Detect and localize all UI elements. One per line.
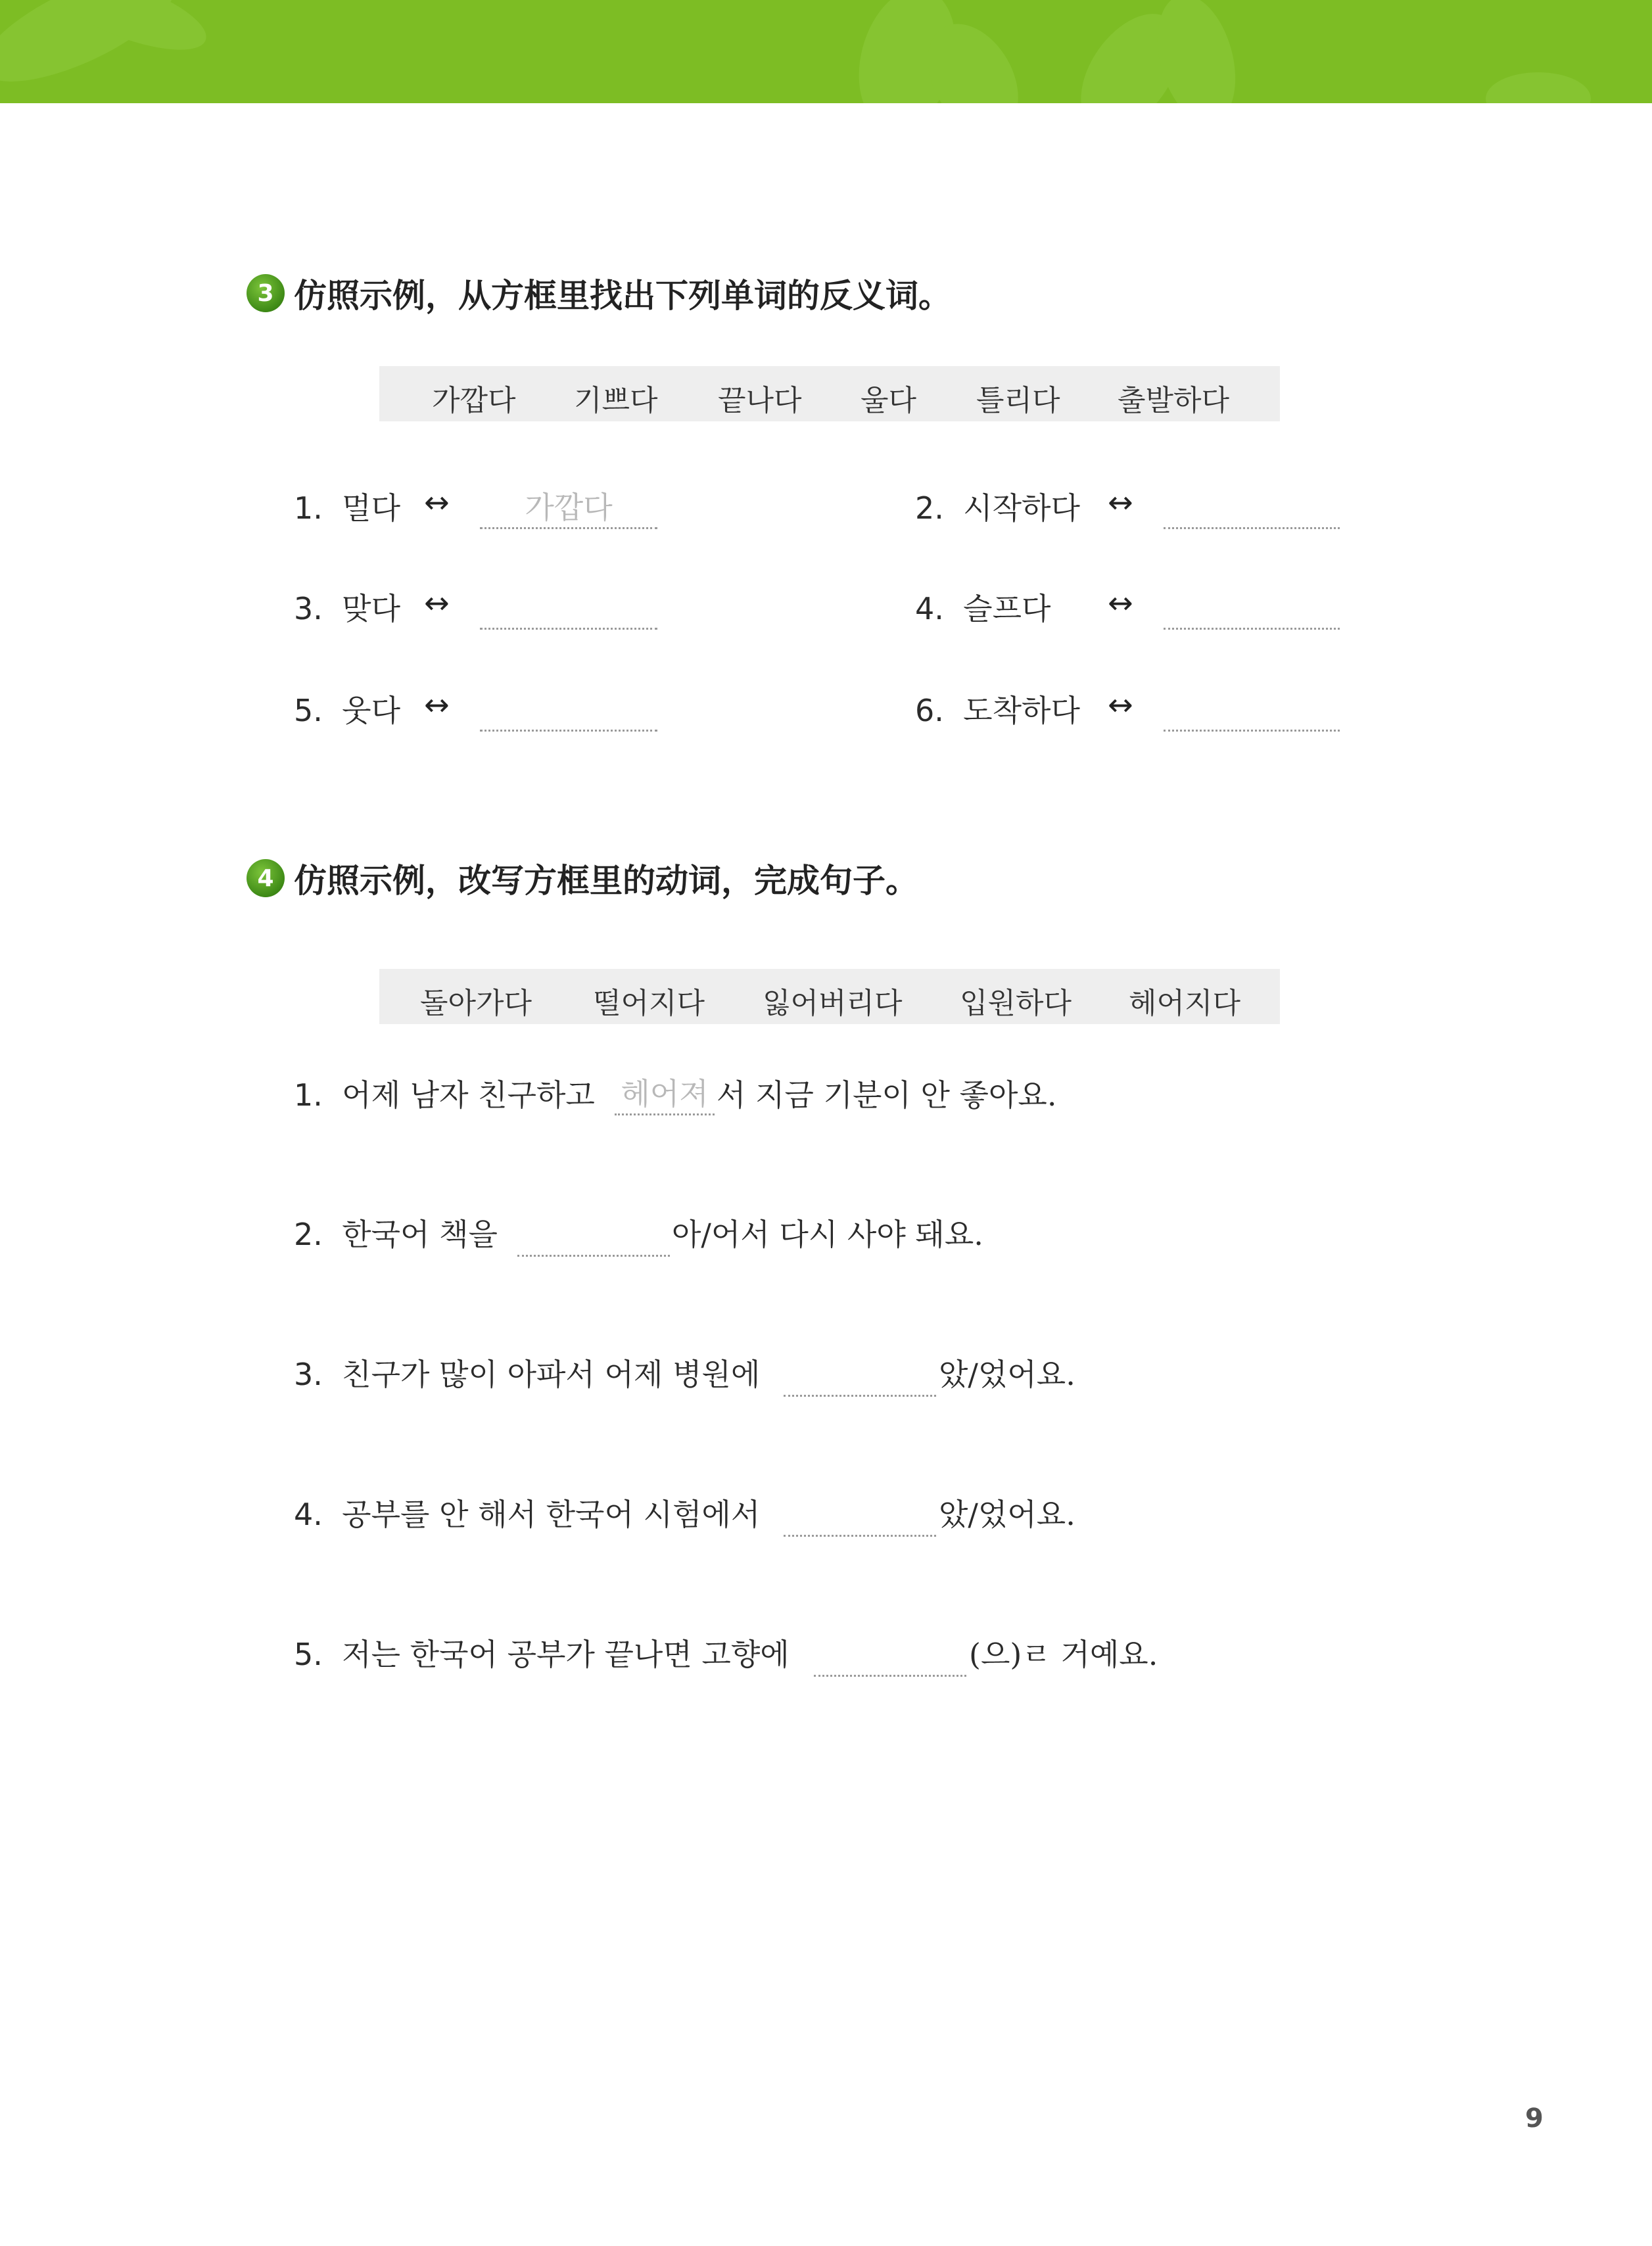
sentence-5-after: (으)ㄹ 거예요. (969, 1637, 1158, 1672)
box-word: 틀리다 (976, 384, 1060, 417)
section-4-instruction: 仿照示例，改写方框里的动词，完成句子。 (294, 862, 918, 900)
answer-blank-3[interactable] (480, 587, 657, 630)
item-word: 멀다 (342, 490, 401, 526)
item-number: 4. (294, 1497, 323, 1532)
sentence-text: 공부를 안 해서 한국어 시험에서 (342, 1497, 761, 1532)
item-word: 도착하다 (963, 693, 1080, 728)
sentence-3-after: 았/었어요. (939, 1357, 1075, 1392)
leaf-pattern-decoration (0, 0, 1652, 103)
answer-blank-2[interactable] (1164, 486, 1340, 529)
item-number: 3. (294, 1357, 323, 1392)
item-word: 슬프다 (963, 591, 1051, 626)
box-word: 떨어지다 (593, 987, 705, 1020)
item-word: 웃다 (342, 693, 401, 728)
antonym-item-5 (294, 687, 400, 730)
antonym-item-4 (915, 585, 1050, 628)
answer-blank-6[interactable] (1164, 689, 1340, 732)
sentence-blank-4[interactable] (784, 1494, 936, 1537)
item-word: 맞다 (342, 591, 401, 626)
sentence-3-before (294, 1351, 760, 1394)
box-word: 기쁘다 (574, 384, 658, 417)
item-number: 6. (915, 693, 944, 728)
box-word: 입원하다 (960, 987, 1072, 1020)
arrow-icon: ↔ (1108, 484, 1133, 520)
antonym-item-3 (294, 585, 400, 628)
section-4-heading (247, 854, 918, 902)
section-3-instruction: 仿照示例，从方框里找出下列单词的反义词。 (294, 277, 951, 315)
answer-blank-5[interactable] (480, 689, 657, 732)
section-4-badge: 4 (247, 859, 285, 897)
section-3-heading (247, 269, 951, 317)
page-number: 9 (1525, 2103, 1544, 2134)
box-word: 울다 (861, 384, 917, 417)
item-word: 시작하다 (963, 490, 1080, 526)
sentence-blank-1[interactable]: 헤어져 (615, 1073, 715, 1115)
antonym-item-2 (915, 484, 1080, 528)
sentence-1-before (294, 1071, 595, 1115)
section-3-badge: 3 (247, 274, 285, 312)
arrow-icon: ↔ (424, 687, 450, 722)
sentence-blank-2[interactable] (517, 1214, 670, 1257)
answer-blank-4[interactable] (1164, 587, 1340, 630)
sentence-4-after: 았/었어요. (939, 1497, 1075, 1532)
box-word: 끝나다 (718, 384, 802, 417)
section-4-word-box (379, 969, 1280, 1024)
sentence-text: 어제 남자 친구하고 (342, 1077, 595, 1113)
page-body (0, 103, 1652, 2246)
item-number: 5. (294, 693, 323, 728)
sentence-text: 저는 한국어 공부가 끝나면 고향에 (342, 1637, 790, 1672)
item-number: 1. (294, 490, 323, 526)
box-word: 출발하다 (1118, 384, 1230, 417)
sentence-text: 한국어 책을 (342, 1217, 498, 1252)
antonym-item-6 (915, 687, 1080, 730)
header-band (0, 0, 1652, 103)
sentence-2-before (294, 1211, 498, 1254)
item-number: 5. (294, 1637, 323, 1672)
box-word: 돌아가다 (420, 987, 532, 1020)
arrow-icon: ↔ (1108, 687, 1133, 722)
sentence-4-before (294, 1491, 760, 1534)
sentence-blank-3[interactable] (784, 1354, 936, 1397)
arrow-icon: ↔ (424, 484, 450, 520)
box-word: 가깝다 (432, 384, 516, 417)
sentence-text: 친구가 많이 아파서 어제 병원에 (342, 1357, 761, 1392)
sentence-5-before (294, 1631, 790, 1674)
item-number: 1. (294, 1077, 323, 1113)
item-number: 2. (294, 1217, 323, 1252)
box-word: 헤어지다 (1129, 987, 1241, 1020)
arrow-icon: ↔ (1108, 585, 1133, 620)
answer-blank-1[interactable]: 가깝다 (480, 486, 657, 529)
item-number: 2. (915, 490, 944, 526)
box-word: 잃어버리다 (763, 987, 903, 1020)
item-number: 3. (294, 591, 323, 626)
sentence-1-after: 서 지금 기분이 안 좋아요. (717, 1077, 1057, 1113)
antonym-item-1 (294, 484, 400, 528)
section-3-word-box (379, 366, 1280, 421)
sentence-blank-5[interactable] (814, 1634, 966, 1677)
arrow-icon: ↔ (424, 585, 450, 620)
sentence-2-after: 아/어서 다시 사야 돼요. (672, 1217, 983, 1252)
item-number: 4. (915, 591, 944, 626)
